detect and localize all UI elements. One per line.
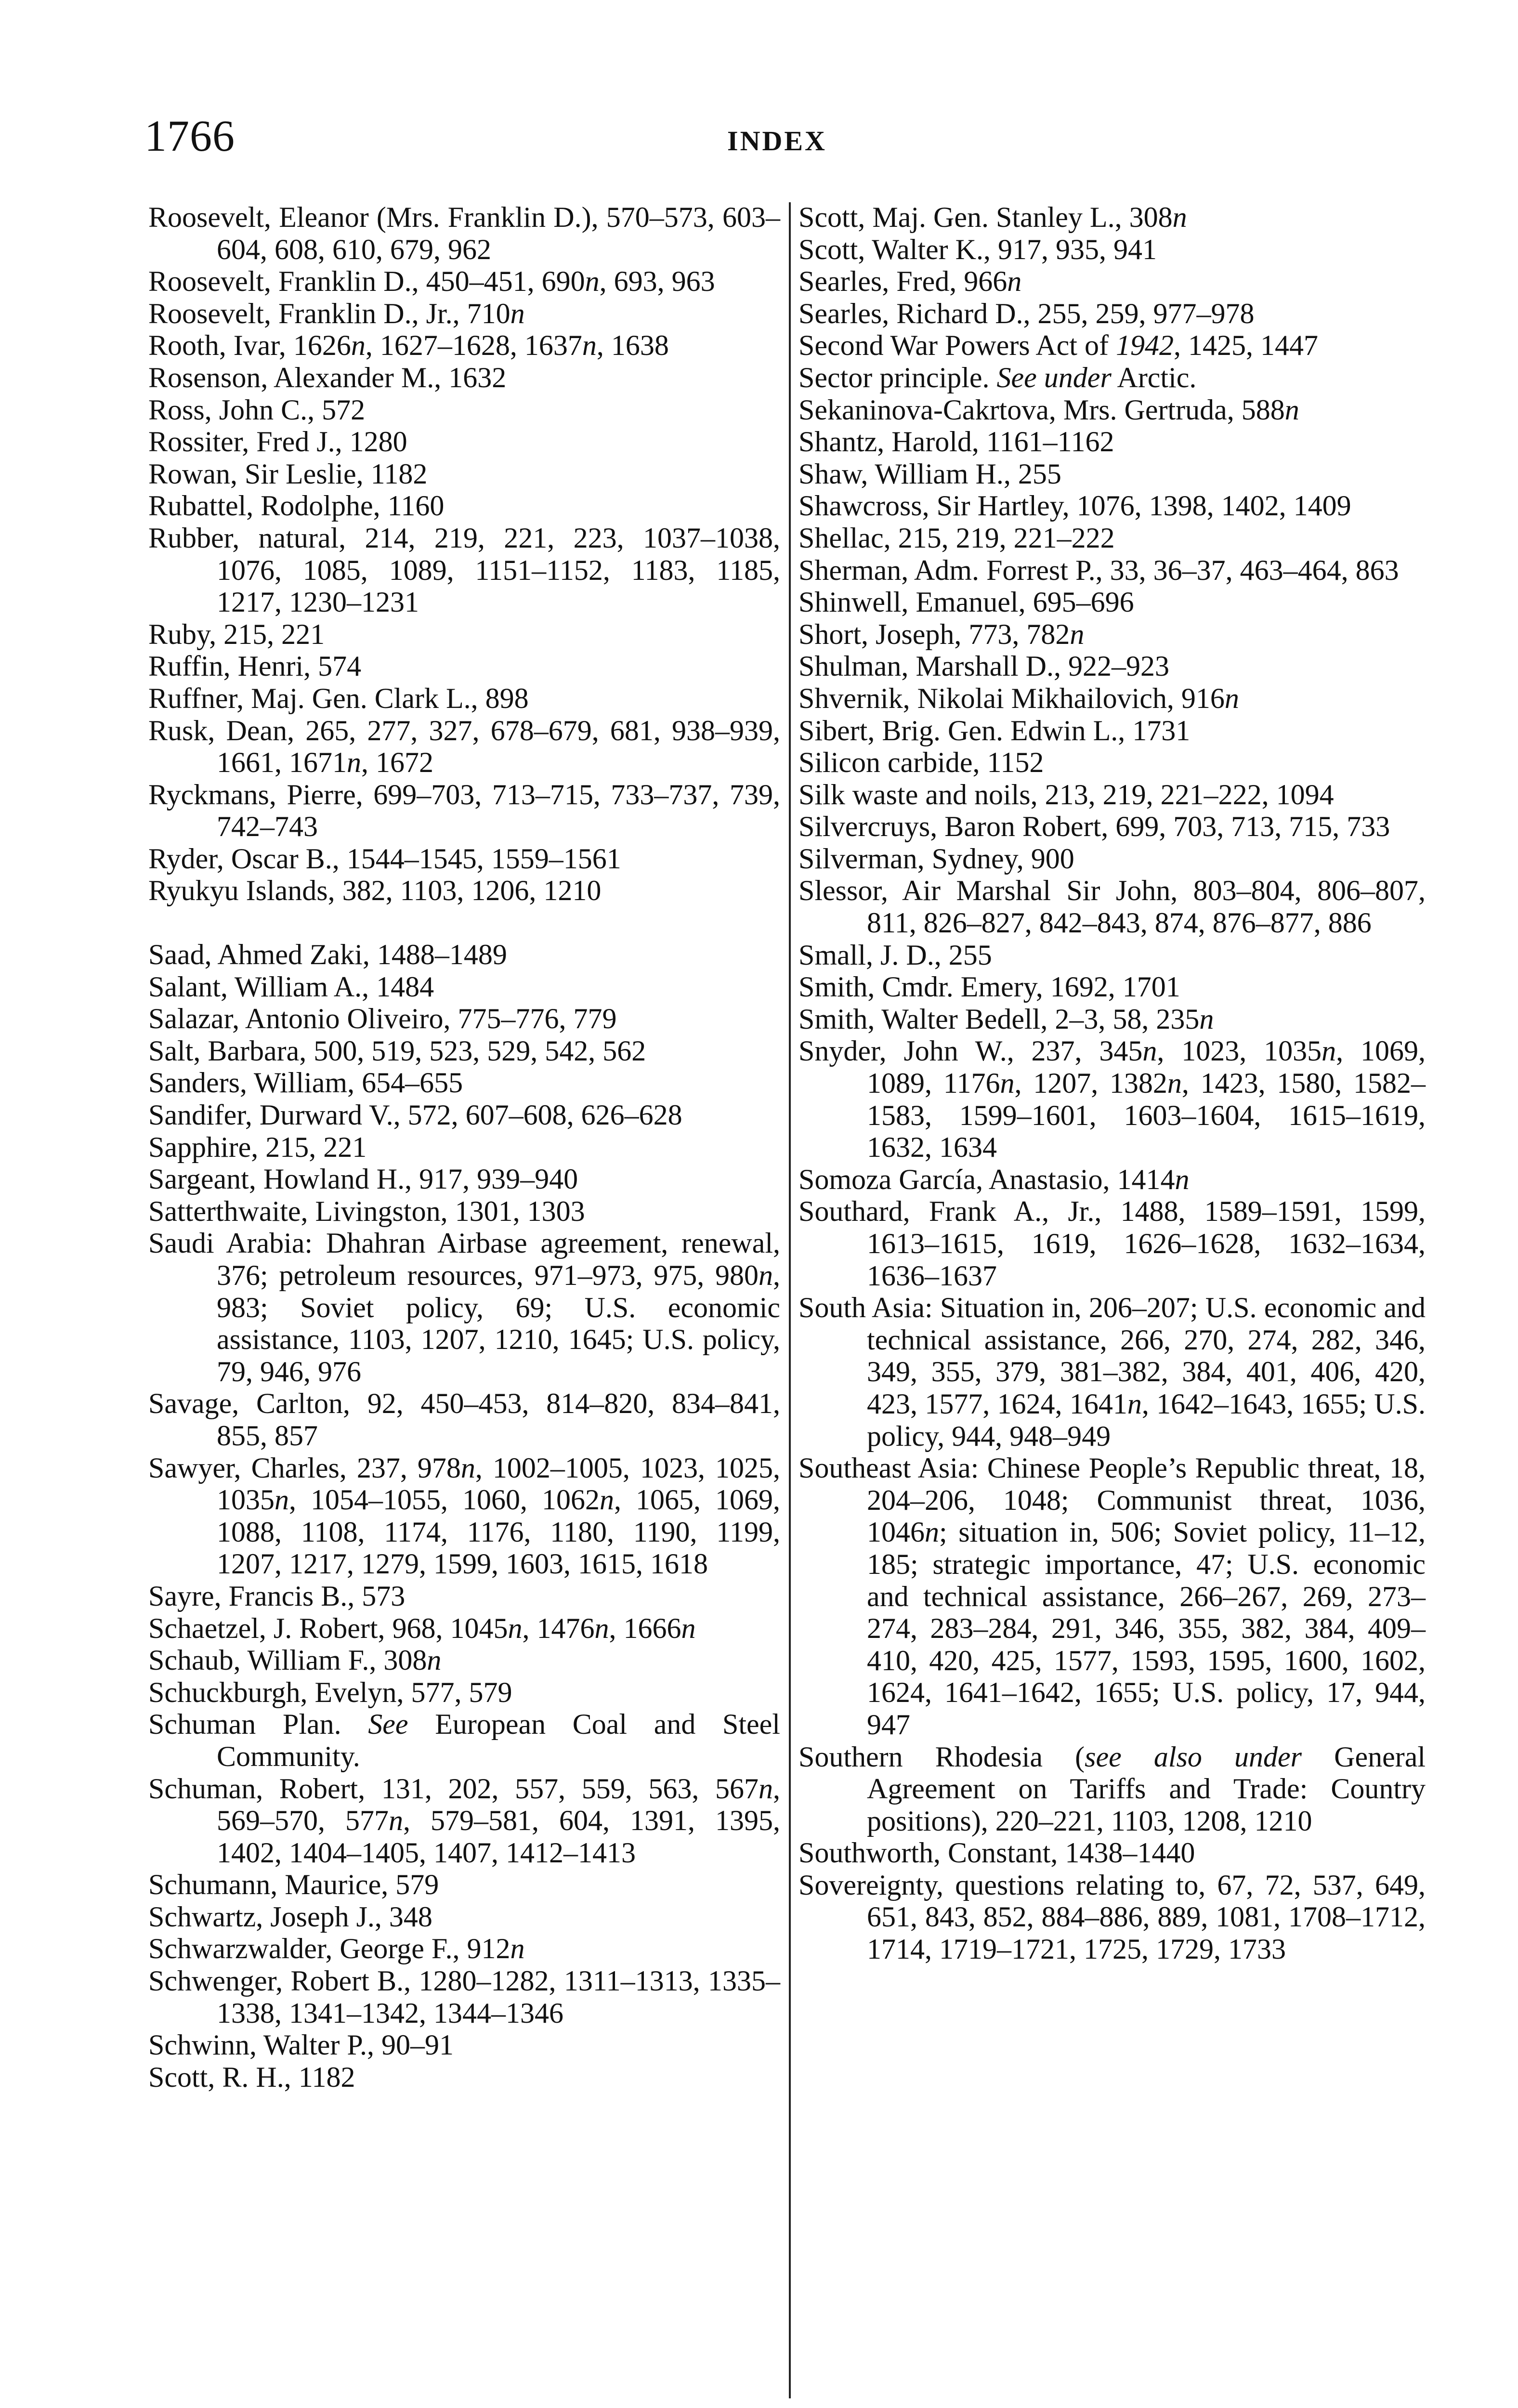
index-entry: Saad, Ahmed Zaki, 1488–1489 — [148, 939, 507, 971]
index-entry: Silk waste and noils, 213, 219, 221–222, 1094 — [798, 778, 1334, 811]
index-entry: Ruffin, Henri, 574 — [148, 650, 362, 682]
index-entry: Smith, Walter Bedell, 2–3, 58, 235n — [798, 1003, 1214, 1035]
index-entry: Rosenson, Alexander M., 1632 — [148, 361, 507, 393]
index-entry: Rossiter, Fred J., 1280 — [148, 426, 407, 458]
index-entry: Shellac, 215, 219, 221–222 — [798, 522, 1115, 554]
index-entry: Schuckburgh, Evelyn, 577, 579 — [148, 1676, 512, 1708]
index-entry: Roosevelt, Franklin D., 450–451, 690n, 693, 963 — [148, 265, 715, 298]
index-entry: Sovereignty, questions relating to, 67, 72, 537, 649, 651, 843, 852, 884–886, 889, 1081, 1708–1712, 1714, 1719–1721, 1725, 1729, 1733 — [798, 1869, 1426, 1965]
index-entry: Smith, Cmdr. Emery, 1692, 1701 — [798, 971, 1180, 1003]
index-entry: Sawyer, Charles, 237, 978n, 1002–1005, 1023, 1025, 1035n, 1054–1055, 1060, 1062n, 1065, 1069, 1088, 1108, 1174, 1176, 1180, 1190, 1199, 1207, 1217, 1279, 1599, 1603, 1615, 1618 — [148, 1452, 780, 1580]
index-entry: Southern Rhodesia (see also under General Agreement on Tariffs and Trade: Country positions), 220–221, 1103, 1208, 1210 — [798, 1741, 1426, 1837]
page-number: 1766 — [144, 111, 235, 160]
index-entry: Small, J. D., 255 — [798, 939, 992, 971]
left-index-column — [148, 201, 780, 2093]
index-entry: Ruby, 215, 221 — [148, 618, 325, 650]
index-entry: Schaub, William F., 308n — [148, 1644, 442, 1676]
index-entry: Rubattel, Rodolphe, 1160 — [148, 490, 445, 522]
index-entry: Sherman, Adm. Forrest P., 33, 36–37, 463–464, 863 — [798, 554, 1399, 586]
index-entry: Slessor, Air Marshal Sir John, 803–804, 806–807, 811, 826–827, 842–843, 874, 876–877, 886 — [798, 875, 1426, 939]
index-entry: Somoza García, Anastasio, 1414n — [798, 1163, 1190, 1195]
index-entry: Shawcross, Sir Hartley, 1076, 1398, 1402, 1409 — [798, 490, 1351, 522]
index-entry: Sanders, William, 654–655 — [148, 1067, 463, 1099]
index-entry: Silverman, Sydney, 900 — [798, 842, 1074, 875]
index-entry: Shulman, Marshall D., 922–923 — [798, 650, 1169, 682]
index-entry: Sector principle. See under Arctic. — [798, 361, 1197, 393]
index-entry: Southworth, Constant, 1438–1440 — [798, 1837, 1195, 1869]
index-entry: Schwenger, Robert B., 1280–1282, 1311–1313, 1335–1338, 1341–1342, 1344–1346 — [148, 1965, 780, 2029]
right-index-column — [798, 201, 1426, 1965]
index-entry: Salazar, Antonio Oliveiro, 775–776, 779 — [148, 1003, 617, 1035]
section-gap — [148, 907, 780, 939]
index-entry: Shaw, William H., 255 — [798, 458, 1061, 490]
index-entry: Saudi Arabia: Dhahran Airbase agreement, renewal, 376; petroleum resources, 971–973, 975, 980n, 983; Soviet policy, 69; U.S. economic assistance, 1103, 1207, 1210, 1645; U.S. policy, 79, 946, 976 — [148, 1227, 780, 1387]
index-entry: Searles, Richard D., 255, 259, 977–978 — [798, 297, 1255, 329]
index-entry: Schwinn, Walter P., 90–91 — [148, 2029, 454, 2061]
index-entry: Schwarzwalder, George F., 912n — [148, 1933, 525, 1965]
index-entry: Snyder, John W., 237, 345n, 1023, 1035n, 1069, 1089, 1176n, 1207, 1382n, 1423, 1580, 1582–1583, 1599–1601, 1603–1604, 1615–1619, 1632, 1634 — [798, 1035, 1426, 1164]
index-entry: Short, Joseph, 773, 782n — [798, 618, 1085, 650]
page-title: INDEX — [727, 125, 827, 157]
index-entry: Sayre, Francis B., 573 — [148, 1580, 406, 1612]
index-entry: Salant, William A., 1484 — [148, 970, 434, 1003]
index-entry: Sekaninova-Cakrtova, Mrs. Gertruda, 588n — [798, 393, 1299, 426]
index-entry: Silvercruys, Baron Robert, 699, 703, 713, 715, 733 — [798, 811, 1390, 843]
index-entry: Schuman, Robert, 131, 202, 557, 559, 563, 567n, 569–570, 577n, 579–581, 604, 1391, 1395, 1402, 1404–1405, 1407, 1412–1413 — [148, 1772, 780, 1869]
index-entry: Savage, Carlton, 92, 450–453, 814–820, 834–841, 855, 857 — [148, 1387, 780, 1452]
index-entry: Silicon carbide, 1152 — [798, 746, 1044, 779]
index-entry: Sibert, Brig. Gen. Edwin L., 1731 — [798, 714, 1191, 746]
index-entry: Sandifer, Durward V., 572, 607–608, 626–628 — [148, 1099, 682, 1131]
index-entry: Ross, John C., 572 — [148, 393, 366, 426]
index-entry: Southard, Frank A., Jr., 1488, 1589–1591, 1599, 1613–1615, 1619, 1626–1628, 1632–1634, 1636–1637 — [798, 1195, 1426, 1292]
index-entry: Salt, Barbara, 500, 519, 523, 529, 542, 562 — [148, 1034, 646, 1067]
index-entry: Southeast Asia: Chinese People’s Republic threat, 18, 204–206, 1048; Communist threat, 1036, 1046n; situation in, 506; Soviet policy, 11–12, 185; strategic importance, 47; U.S. economic and technical assistance, 266–267, 269, 273–274, 283–284, 291, 346, 355, 382, 384, 409–410, 420, 425, 1577, 1593, 1595, 1600, 1602, 1624, 1641–1642, 1655; U.S. policy, 17, 944, 947 — [798, 1452, 1426, 1741]
index-entry: Roosevelt, Franklin D., Jr., 710n — [148, 297, 525, 329]
index-entry: Schwartz, Joseph J., 348 — [148, 1900, 432, 1933]
index-entry: South Asia: Situation in, 206–207; U.S. economic and technical assistance, 266, 270, 274, 282, 346, 349, 355, 379, 381–382, 384, 401, 406, 420, 423, 1577, 1624, 1641n, 1642–1643, 1655; U.S. policy, 944, 948–949 — [798, 1292, 1426, 1452]
index-entry: Rowan, Sir Leslie, 1182 — [148, 458, 428, 490]
index-entry: Ryckmans, Pierre, 699–703, 713–715, 733–737, 739, 742–743 — [148, 778, 780, 843]
index-entry: Scott, R. H., 1182 — [148, 2061, 355, 2093]
index-entry: Sargeant, Howland H., 917, 939–940 — [148, 1163, 578, 1195]
index-entry: Schaetzel, J. Robert, 968, 1045n, 1476n, 1666n — [148, 1612, 696, 1644]
index-entry: Sapphire, 215, 221 — [148, 1131, 367, 1163]
index-entry: Schumann, Maurice, 579 — [148, 1869, 439, 1901]
index-entry: Rooth, Ivar, 1626n, 1627–1628, 1637n, 1638 — [148, 329, 669, 362]
index-entry: Rubber, natural, 214, 219, 221, 223, 1037–1038, 1076, 1085, 1089, 1151–1152, 1183, 1185, 1217, 1230–1231 — [148, 522, 780, 618]
index-entry: Roosevelt, Eleanor (Mrs. Franklin D.), 570–573, 603–604, 608, 610, 679, 962 — [148, 201, 780, 265]
page-header — [144, 112, 838, 165]
index-entry: Ryder, Oscar B., 1544–1545, 1559–1561 — [148, 842, 621, 875]
column-divider — [789, 202, 791, 2398]
index-entry: Second War Powers Act of 1942, 1425, 1447 — [798, 329, 1318, 362]
index-entry: Schuman Plan. See European Coal and Steel Community. — [148, 1708, 780, 1772]
index-entry: Rusk, Dean, 265, 277, 327, 678–679, 681, 938–939, 1661, 1671n, 1672 — [148, 714, 780, 779]
index-entry: Shvernik, Nikolai Mikhailovich, 916n — [798, 682, 1239, 714]
index-entry: Ryukyu Islands, 382, 1103, 1206, 1210 — [148, 875, 602, 907]
index-entry: Satterthwaite, Livingston, 1301, 1303 — [148, 1195, 585, 1227]
index-entry: Scott, Maj. Gen. Stanley L., 308n — [798, 201, 1187, 233]
index-entry: Ruffner, Maj. Gen. Clark L., 898 — [148, 682, 529, 714]
index-entry: Scott, Walter K., 917, 935, 941 — [798, 233, 1157, 265]
index-entry: Searles, Fred, 966n — [798, 265, 1022, 298]
index-entry: Shantz, Harold, 1161–1162 — [798, 426, 1114, 458]
index-entry: Shinwell, Emanuel, 695–696 — [798, 586, 1134, 618]
